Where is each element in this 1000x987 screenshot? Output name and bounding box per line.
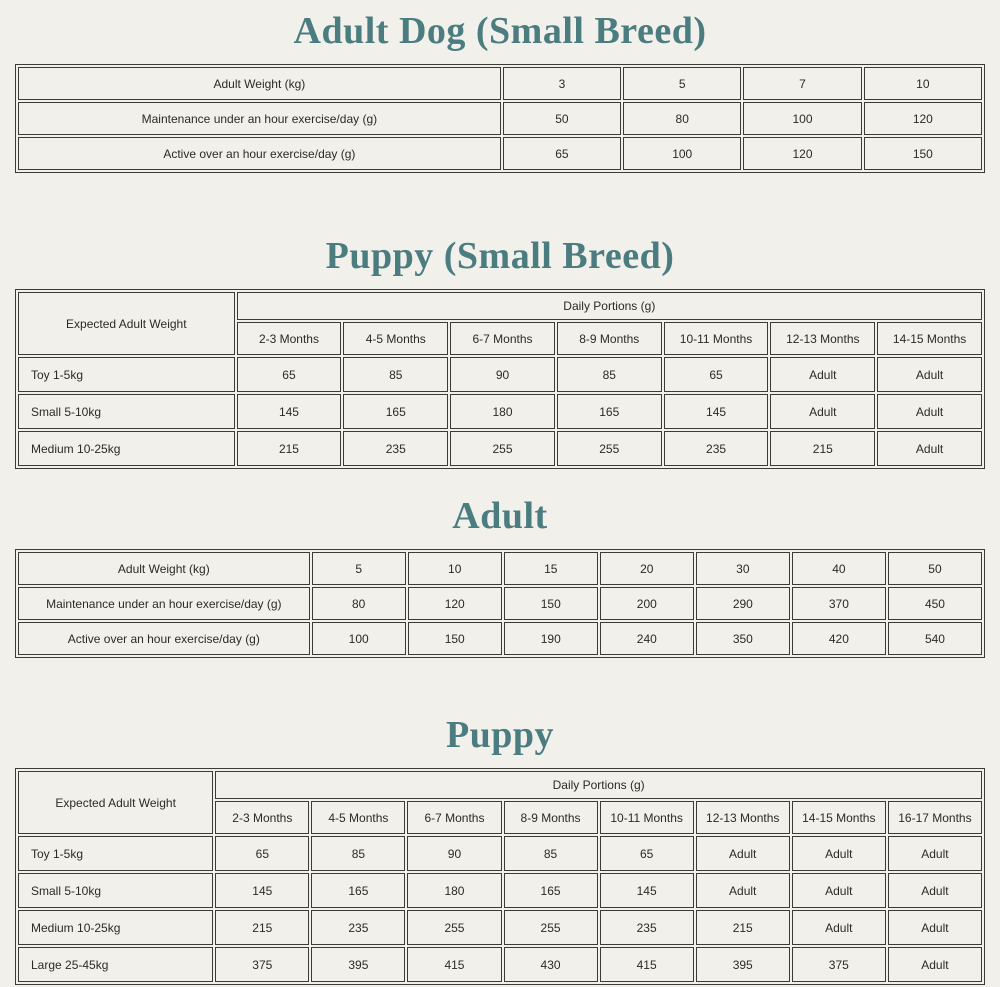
value-cell: 350	[696, 622, 790, 655]
corner-header-cell: Expected Adult Weight	[18, 292, 235, 355]
column-header-cell: 10-11 Months	[600, 801, 694, 834]
row-label-cell: Toy 1-5kg	[18, 836, 213, 871]
value-cell: 145	[215, 873, 309, 908]
column-header-cell: 2-3 Months	[237, 322, 342, 355]
value-cell: 215	[770, 431, 875, 466]
table-row	[18, 137, 982, 170]
value-cell: 20	[600, 552, 694, 585]
puppy-table	[15, 768, 985, 985]
adult-table	[15, 549, 985, 658]
value-cell: 100	[743, 102, 861, 135]
value-cell: 150	[408, 622, 502, 655]
value-cell: 240	[600, 622, 694, 655]
value-cell: 145	[237, 394, 342, 429]
row-label-cell: Toy 1-5kg	[18, 357, 235, 392]
value-cell: 180	[407, 873, 501, 908]
value-cell: 255	[450, 431, 555, 466]
column-header-cell: 12-13 Months	[770, 322, 875, 355]
column-header-cell: 14-15 Months	[877, 322, 982, 355]
value-cell: 235	[664, 431, 769, 466]
row-label-cell: Large 25-45kg	[18, 947, 213, 982]
table-row	[18, 910, 982, 945]
section-adult-dog-small-breed	[15, 12, 985, 173]
table-row	[18, 836, 982, 871]
value-cell: Adult	[888, 910, 982, 945]
value-cell: 415	[407, 947, 501, 982]
value-cell: 375	[215, 947, 309, 982]
section-title: Puppy	[445, 714, 555, 756]
value-cell: 120	[864, 102, 982, 135]
value-cell: 165	[311, 873, 405, 908]
value-cell: Adult	[888, 836, 982, 871]
column-header-cell: 6-7 Months	[450, 322, 555, 355]
section-puppy	[15, 716, 985, 985]
value-cell: 120	[743, 137, 861, 170]
table-row	[18, 587, 982, 620]
table-row	[18, 431, 982, 466]
group-header-row	[18, 292, 982, 320]
row-label-cell: Medium 10-25kg	[18, 431, 235, 466]
value-cell: Adult	[888, 873, 982, 908]
value-cell: 415	[600, 947, 694, 982]
column-header-cell: 8-9 Months	[504, 801, 598, 834]
value-cell: 85	[504, 836, 598, 871]
value-cell: 150	[504, 587, 598, 620]
row-label-cell: Adult Weight (kg)	[18, 552, 310, 585]
value-cell: 5	[312, 552, 406, 585]
value-cell: Adult	[770, 357, 875, 392]
value-cell: 145	[664, 394, 769, 429]
value-cell: 165	[557, 394, 662, 429]
value-cell: 3	[503, 67, 621, 100]
section-title: Adult Dog (Small Breed)	[293, 10, 707, 52]
column-header-cell: 4-5 Months	[343, 322, 448, 355]
table-row	[18, 357, 982, 392]
column-header-cell: 6-7 Months	[407, 801, 501, 834]
value-cell: 65	[600, 836, 694, 871]
group-header-row	[18, 771, 982, 799]
column-header-cell: 10-11 Months	[664, 322, 769, 355]
value-cell: Adult	[877, 431, 982, 466]
value-cell: 370	[792, 587, 886, 620]
value-cell: 150	[864, 137, 982, 170]
group-header-cell: Daily Portions (g)	[215, 771, 982, 799]
value-cell: 200	[600, 587, 694, 620]
row-label-cell: Maintenance under an hour exercise/day (g)	[18, 587, 310, 620]
table-row	[18, 102, 982, 135]
value-cell: Adult	[696, 836, 790, 871]
table-row	[18, 873, 982, 908]
value-cell: 540	[888, 622, 982, 655]
value-cell: 85	[311, 836, 405, 871]
value-cell: 50	[503, 102, 621, 135]
value-cell: 15	[504, 552, 598, 585]
value-cell: 235	[343, 431, 448, 466]
value-cell: 395	[311, 947, 405, 982]
value-cell: 40	[792, 552, 886, 585]
section-puppy-small-breed	[15, 237, 985, 469]
corner-header-cell: Expected Adult Weight	[18, 771, 213, 834]
column-header-cell: 8-9 Months	[557, 322, 662, 355]
column-header-cell: 14-15 Months	[792, 801, 886, 834]
value-cell: 5	[623, 67, 741, 100]
value-cell: 215	[215, 910, 309, 945]
value-cell: 215	[237, 431, 342, 466]
row-label-cell: Medium 10-25kg	[18, 910, 213, 945]
row-label-cell: Maintenance under an hour exercise/day (g)	[18, 102, 501, 135]
row-label-cell: Small 5-10kg	[18, 394, 235, 429]
value-cell: 145	[600, 873, 694, 908]
table-row	[18, 552, 982, 585]
section-adult	[15, 497, 985, 658]
value-cell: 255	[557, 431, 662, 466]
value-cell: 450	[888, 587, 982, 620]
value-cell: 255	[407, 910, 501, 945]
value-cell: Adult	[877, 357, 982, 392]
value-cell: 165	[504, 873, 598, 908]
table-row	[18, 394, 982, 429]
value-cell: 430	[504, 947, 598, 982]
value-cell: 80	[623, 102, 741, 135]
value-cell: 50	[888, 552, 982, 585]
value-cell: 100	[623, 137, 741, 170]
value-cell: Adult	[792, 910, 886, 945]
value-cell: Adult	[770, 394, 875, 429]
column-header-cell: 2-3 Months	[215, 801, 309, 834]
table-row	[18, 622, 982, 655]
value-cell: 90	[407, 836, 501, 871]
value-cell: 235	[311, 910, 405, 945]
value-cell: 85	[557, 357, 662, 392]
puppy-small-breed-table	[15, 289, 985, 469]
table-row	[18, 67, 982, 100]
table-row	[18, 947, 982, 982]
value-cell: 215	[696, 910, 790, 945]
row-label-cell: Active over an hour exercise/day (g)	[18, 622, 310, 655]
value-cell: 65	[237, 357, 342, 392]
value-cell: 100	[312, 622, 406, 655]
value-cell: 165	[343, 394, 448, 429]
column-header-cell: 4-5 Months	[311, 801, 405, 834]
value-cell: 10	[864, 67, 982, 100]
value-cell: Adult	[696, 873, 790, 908]
value-cell: 90	[450, 357, 555, 392]
column-header-cell: 12-13 Months	[696, 801, 790, 834]
value-cell: 190	[504, 622, 598, 655]
value-cell: 65	[503, 137, 621, 170]
row-label-cell: Adult Weight (kg)	[18, 67, 501, 100]
value-cell: 420	[792, 622, 886, 655]
column-header-cell: 16-17 Months	[888, 801, 982, 834]
value-cell: 10	[408, 552, 502, 585]
row-label-cell: Small 5-10kg	[18, 873, 213, 908]
value-cell: 235	[600, 910, 694, 945]
value-cell: 30	[696, 552, 790, 585]
value-cell: 290	[696, 587, 790, 620]
value-cell: 65	[215, 836, 309, 871]
value-cell: 255	[504, 910, 598, 945]
value-cell: Adult	[888, 947, 982, 982]
value-cell: 85	[343, 357, 448, 392]
value-cell: 180	[450, 394, 555, 429]
value-cell: Adult	[877, 394, 982, 429]
section-title: Puppy (Small Breed)	[325, 235, 675, 277]
value-cell: Adult	[792, 836, 886, 871]
value-cell: Adult	[792, 873, 886, 908]
adult-dog-small-breed-table	[15, 64, 985, 173]
value-cell: 7	[743, 67, 861, 100]
value-cell: 80	[312, 587, 406, 620]
value-cell: 375	[792, 947, 886, 982]
row-label-cell: Active over an hour exercise/day (g)	[18, 137, 501, 170]
value-cell: 395	[696, 947, 790, 982]
value-cell: 65	[664, 357, 769, 392]
group-header-cell: Daily Portions (g)	[237, 292, 982, 320]
section-title: Adult	[452, 495, 548, 537]
value-cell: 120	[408, 587, 502, 620]
